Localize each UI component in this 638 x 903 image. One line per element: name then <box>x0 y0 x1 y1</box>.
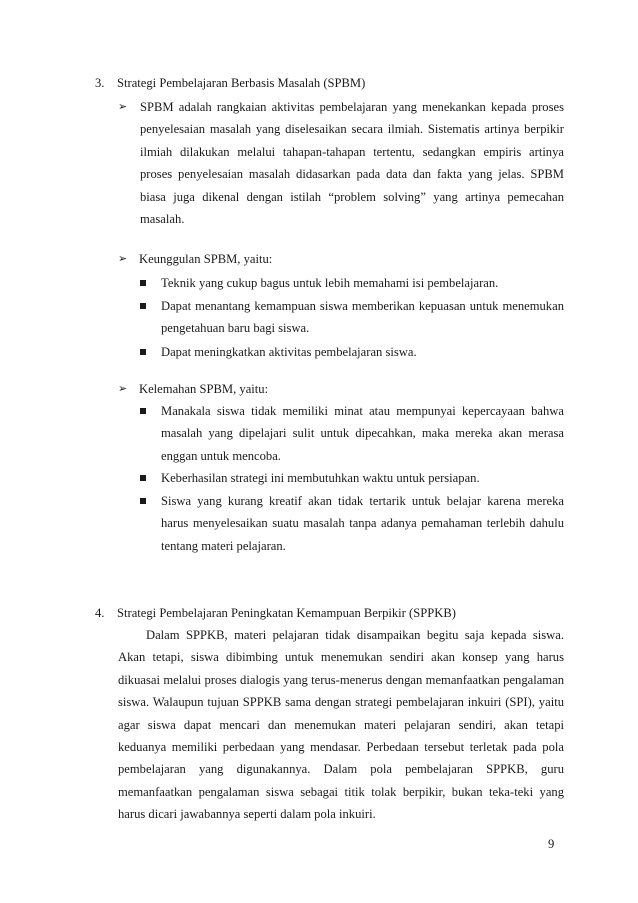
section-3-title <box>95 72 565 94</box>
page-number: 9 <box>548 837 555 851</box>
advantages-heading: Keunggulan SPBM, yaitu: <box>139 252 273 266</box>
section-4-paragraph <box>118 624 564 826</box>
arrow-bullet-icon: ➢ <box>118 383 128 395</box>
square-bullet-icon <box>140 498 146 504</box>
arrow-bullet-icon: ➢ <box>118 253 128 265</box>
square-bullet-icon <box>140 349 146 355</box>
arrow-bullet-icon: ➢ <box>118 101 128 113</box>
disadvantage-item-text: Manakala siswa tidak memiliki minat atau mempunyai kepercayaan bahwa masalah yang dipelajari sulit untuk dipecahkan, maka mereka akan merasa enggan untuk mencoba. <box>161 404 564 463</box>
advantage-item-text: Dapat menantang kemampuan siswa memberikan kepuasan untuk menemukan pengetahuan baru bagi siswa. <box>161 299 564 336</box>
section-4-title <box>95 602 565 624</box>
disadvantage-item-text: Keberhasilan strategi ini membutuhkan waktu untuk persiapan. <box>161 471 480 485</box>
section-3-number: 3. <box>95 76 105 90</box>
section-4-title-text: Strategi Pembelajaran Peningkatan Kemampuan Berpikir (SPPKB) <box>117 606 456 620</box>
disadvantage-item-text: Siswa yang kurang kreatif akan tidak tertarik untuk belajar karena mereka harus menyelesaikan suatu masalah tanpa adanya pemahaman terlebih dahulu tentang materi pelajaran. <box>161 494 564 553</box>
section-4-paragraph-text: Dalam SPPKB, materi pelajaran tidak disampaikan begitu saja kepada siswa. Akan tetapi, siswa dibimbing untuk menemukan sendiri akan konsep yang harus dikuasai melalui proses dialogis yang terus-menerus dengan memanfaatkan pengalaman siswa. Walaupun tujuan SPPKB sama dengan strategi pembelajaran inkuiri (SPI), yaitu agar siswa dapat mencari dan menemukan materi pelajaran sendiri, akan tetapi keduanya memiliki perbedaan yang mendasar. Perbedaan tersebut terletak pada pola pembelajaran yang digunakannya. Dalam pola pembelajaran SPPKB, guru memanfaatkan pengalaman siswa sebagai titik tolak berpikir, bukan teka-teki yang harus dicari jawabannya seperti dalam pola inkuiri. <box>118 628 564 822</box>
section-3-title-text: Strategi Pembelajaran Berbasis Masalah (SPBM) <box>117 76 366 90</box>
disadvantages-heading: Kelemahan SPBM, yaitu: <box>139 382 269 396</box>
definition-text: SPBM adalah rangkaian aktivitas pembelajaran yang menekankan kepada proses penyelesaian masalah yang diselesaikan secara ilmiah. Sistematis artinya berpikir ilmiah dilakukan melalui tahapan-tahapan tertentu, sedangkan empiris artinya proses penyelesaian masalah didasarkan pada data dan fakta yang jelas. SPBM biasa juga dikenal dengan istilah “problem solving” yang artinya pemecahan masalah. <box>140 100 564 227</box>
section-4-number: 4. <box>95 606 105 620</box>
advantage-item-text: Teknik yang cukup bagus untuk lebih memahami isi pembelajaran. <box>161 276 499 290</box>
square-bullet-icon <box>140 280 146 286</box>
advantage-item-text: Dapat meningkatkan aktivitas pembelajaran siswa. <box>161 345 417 359</box>
square-bullet-icon <box>140 475 146 481</box>
square-bullet-icon <box>140 303 146 309</box>
definition-paragraph <box>140 96 564 230</box>
square-bullet-icon <box>140 408 146 414</box>
